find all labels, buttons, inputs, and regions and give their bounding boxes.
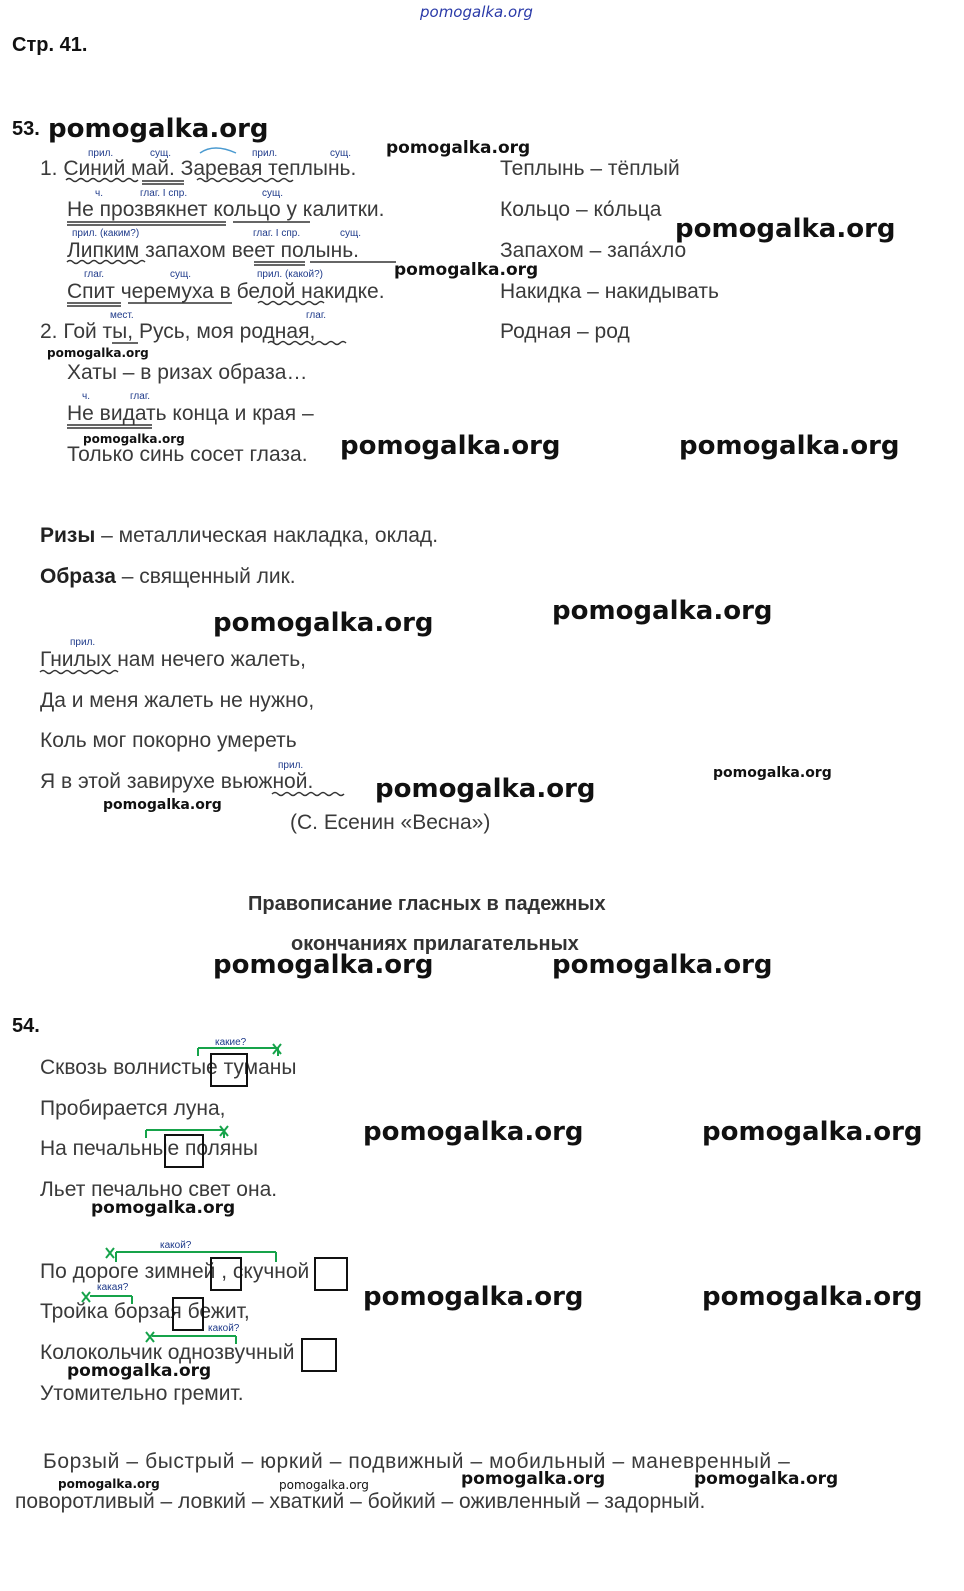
question-annotation: какой? [160,1240,192,1251]
pos-annotation: сущ. [170,269,192,280]
pos-annotation: прил. [70,637,96,648]
synonyms-line: поворотливый – ловкий – хваткий – бойкий – оживленный – задорный. [15,1490,706,1513]
synonyms-line: Борзый – быстрый – юркий – подвижный – мобильный – маневренный – [43,1450,791,1473]
definition-term: Образа [40,565,116,588]
watermark: pomogalka.org [363,1117,584,1147]
poem-line: Липким запахом веет полынь. [67,239,359,262]
poem-line: 1. Синий май. Заревая теплынь. [40,157,357,180]
word-pair: Родная – род [500,320,630,343]
underline-marks [0,0,964,480]
watermark: pomogalka.org [47,346,149,360]
definition-text: – металлическая накладка, оклад. [95,524,439,547]
pos-annotation: прил. (какой?) [257,269,323,280]
watermark: pomogalka.org [103,797,222,813]
poem-line: Спит черемуха в белой накидке. [67,280,385,303]
word-pair: Теплынь – тёплый [500,157,680,180]
pos-annotation: мест. [110,310,134,321]
pos-annotation: глаг. I спр. [253,228,301,239]
question-annotation: какой? [208,1323,240,1334]
word-pair: Запахом – запа́хло [500,239,687,262]
watermark-top: pomogalka.org [420,3,533,21]
pos-annotation: глаг. [84,269,105,280]
poem-line: Льет печально свет она. [40,1178,278,1201]
watermark: pomogalka.org [552,596,773,626]
watermark: pomogalka.org [279,1478,369,1492]
poem-source: (С. Есенин «Весна») [290,811,491,834]
watermark: pomogalka.org [375,774,596,804]
watermark: pomogalka.org [48,114,269,144]
watermark: pomogalka.org [67,1361,212,1381]
watermark: pomogalka.org [461,1469,606,1489]
poem-line: На печальные поляны [40,1137,258,1160]
definition-text: – священный лик. [115,565,296,588]
page-label: Стр. 41. [12,34,88,56]
watermark: pomogalka.org [363,1282,584,1312]
poem-line: Хаты – в ризах образа… [67,361,308,384]
pos-annotation: ч. [95,188,103,199]
watermark: pomogalka.org [713,765,832,781]
poem-line: Да и меня жалеть не нужно, [40,689,315,712]
exercise-53-number: 53. [12,118,40,140]
poem-line: По дороге зимней , скучной [40,1260,310,1283]
watermark: pomogalka.org [694,1469,839,1489]
watermark: pomogalka.org [58,1477,160,1491]
watermark: pomogalka.org [340,431,561,461]
poem-line: Колокольчик однозвучный [40,1341,295,1364]
poem-line: Только синь сосет глаза. [67,443,308,466]
underline-marks-poem3 [0,640,400,800]
pos-annotation: глаг. [306,310,327,321]
poem-line: Гнилых нам нечего жалеть, [40,648,307,671]
pos-annotation: сущ. [262,188,284,199]
watermark: pomogalka.org [552,950,773,980]
poem-line: 2. Гой ты, Русь, моя родная, [40,320,316,343]
poem-line: Не видать конца и края – [67,402,314,425]
watermark: pomogalka.org [213,950,434,980]
poem-line: Сквозь волнистые туманы [40,1056,297,1079]
poem-line: Тройка борзая бежит, [40,1300,250,1323]
poem-line: Не прозвякнет кольцо у калитки. [67,198,385,221]
watermark: pomogalka.org [83,432,185,446]
watermark: pomogalka.org [675,214,896,244]
section-title: Правописание гласных в падежных [248,893,606,915]
pos-annotation: глаг. [130,391,151,402]
watermark: pomogalka.org [213,608,434,638]
pos-annotation: сущ. [150,148,172,159]
word-pair: Накидка – накидывать [500,280,719,303]
watermark: pomogalka.org [394,260,539,280]
definition [40,565,296,589]
section-title: окончаниях прилагательных [291,933,579,955]
pos-annotation: прил. (каким?) [72,228,140,239]
question-arrows [0,1030,400,1370]
question-annotation: какие? [215,1037,247,1048]
definition [40,524,438,548]
definition-term: Ризы [40,524,96,547]
pos-annotation: прил. [252,148,278,159]
watermark: pomogalka.org [679,431,900,461]
watermark: pomogalka.org [91,1198,236,1218]
watermark: pomogalka.org [386,138,531,158]
pos-annotation: сущ. [340,228,362,239]
pos-annotation: ч. [82,391,90,402]
exercise-54-number: 54. [12,1015,40,1037]
poem-line: Утомительно гремит. [40,1382,244,1405]
pos-annotation: прил. [88,148,114,159]
question-annotation: какая? [97,1282,129,1293]
poem-line: Я в этой завирухе вьюжной. [40,770,314,793]
word-pair: Кольцо – ко́льца [500,198,662,221]
pos-annotation: сущ. [330,148,352,159]
watermark: pomogalka.org [702,1282,923,1312]
poem-line: Коль мог покорно умереть [40,729,297,752]
poem-line: Пробирается луна, [40,1097,226,1120]
pos-annotation: прил. [278,760,304,771]
pos-annotation: глаг. I спр. [140,188,188,199]
watermark: pomogalka.org [702,1117,923,1147]
